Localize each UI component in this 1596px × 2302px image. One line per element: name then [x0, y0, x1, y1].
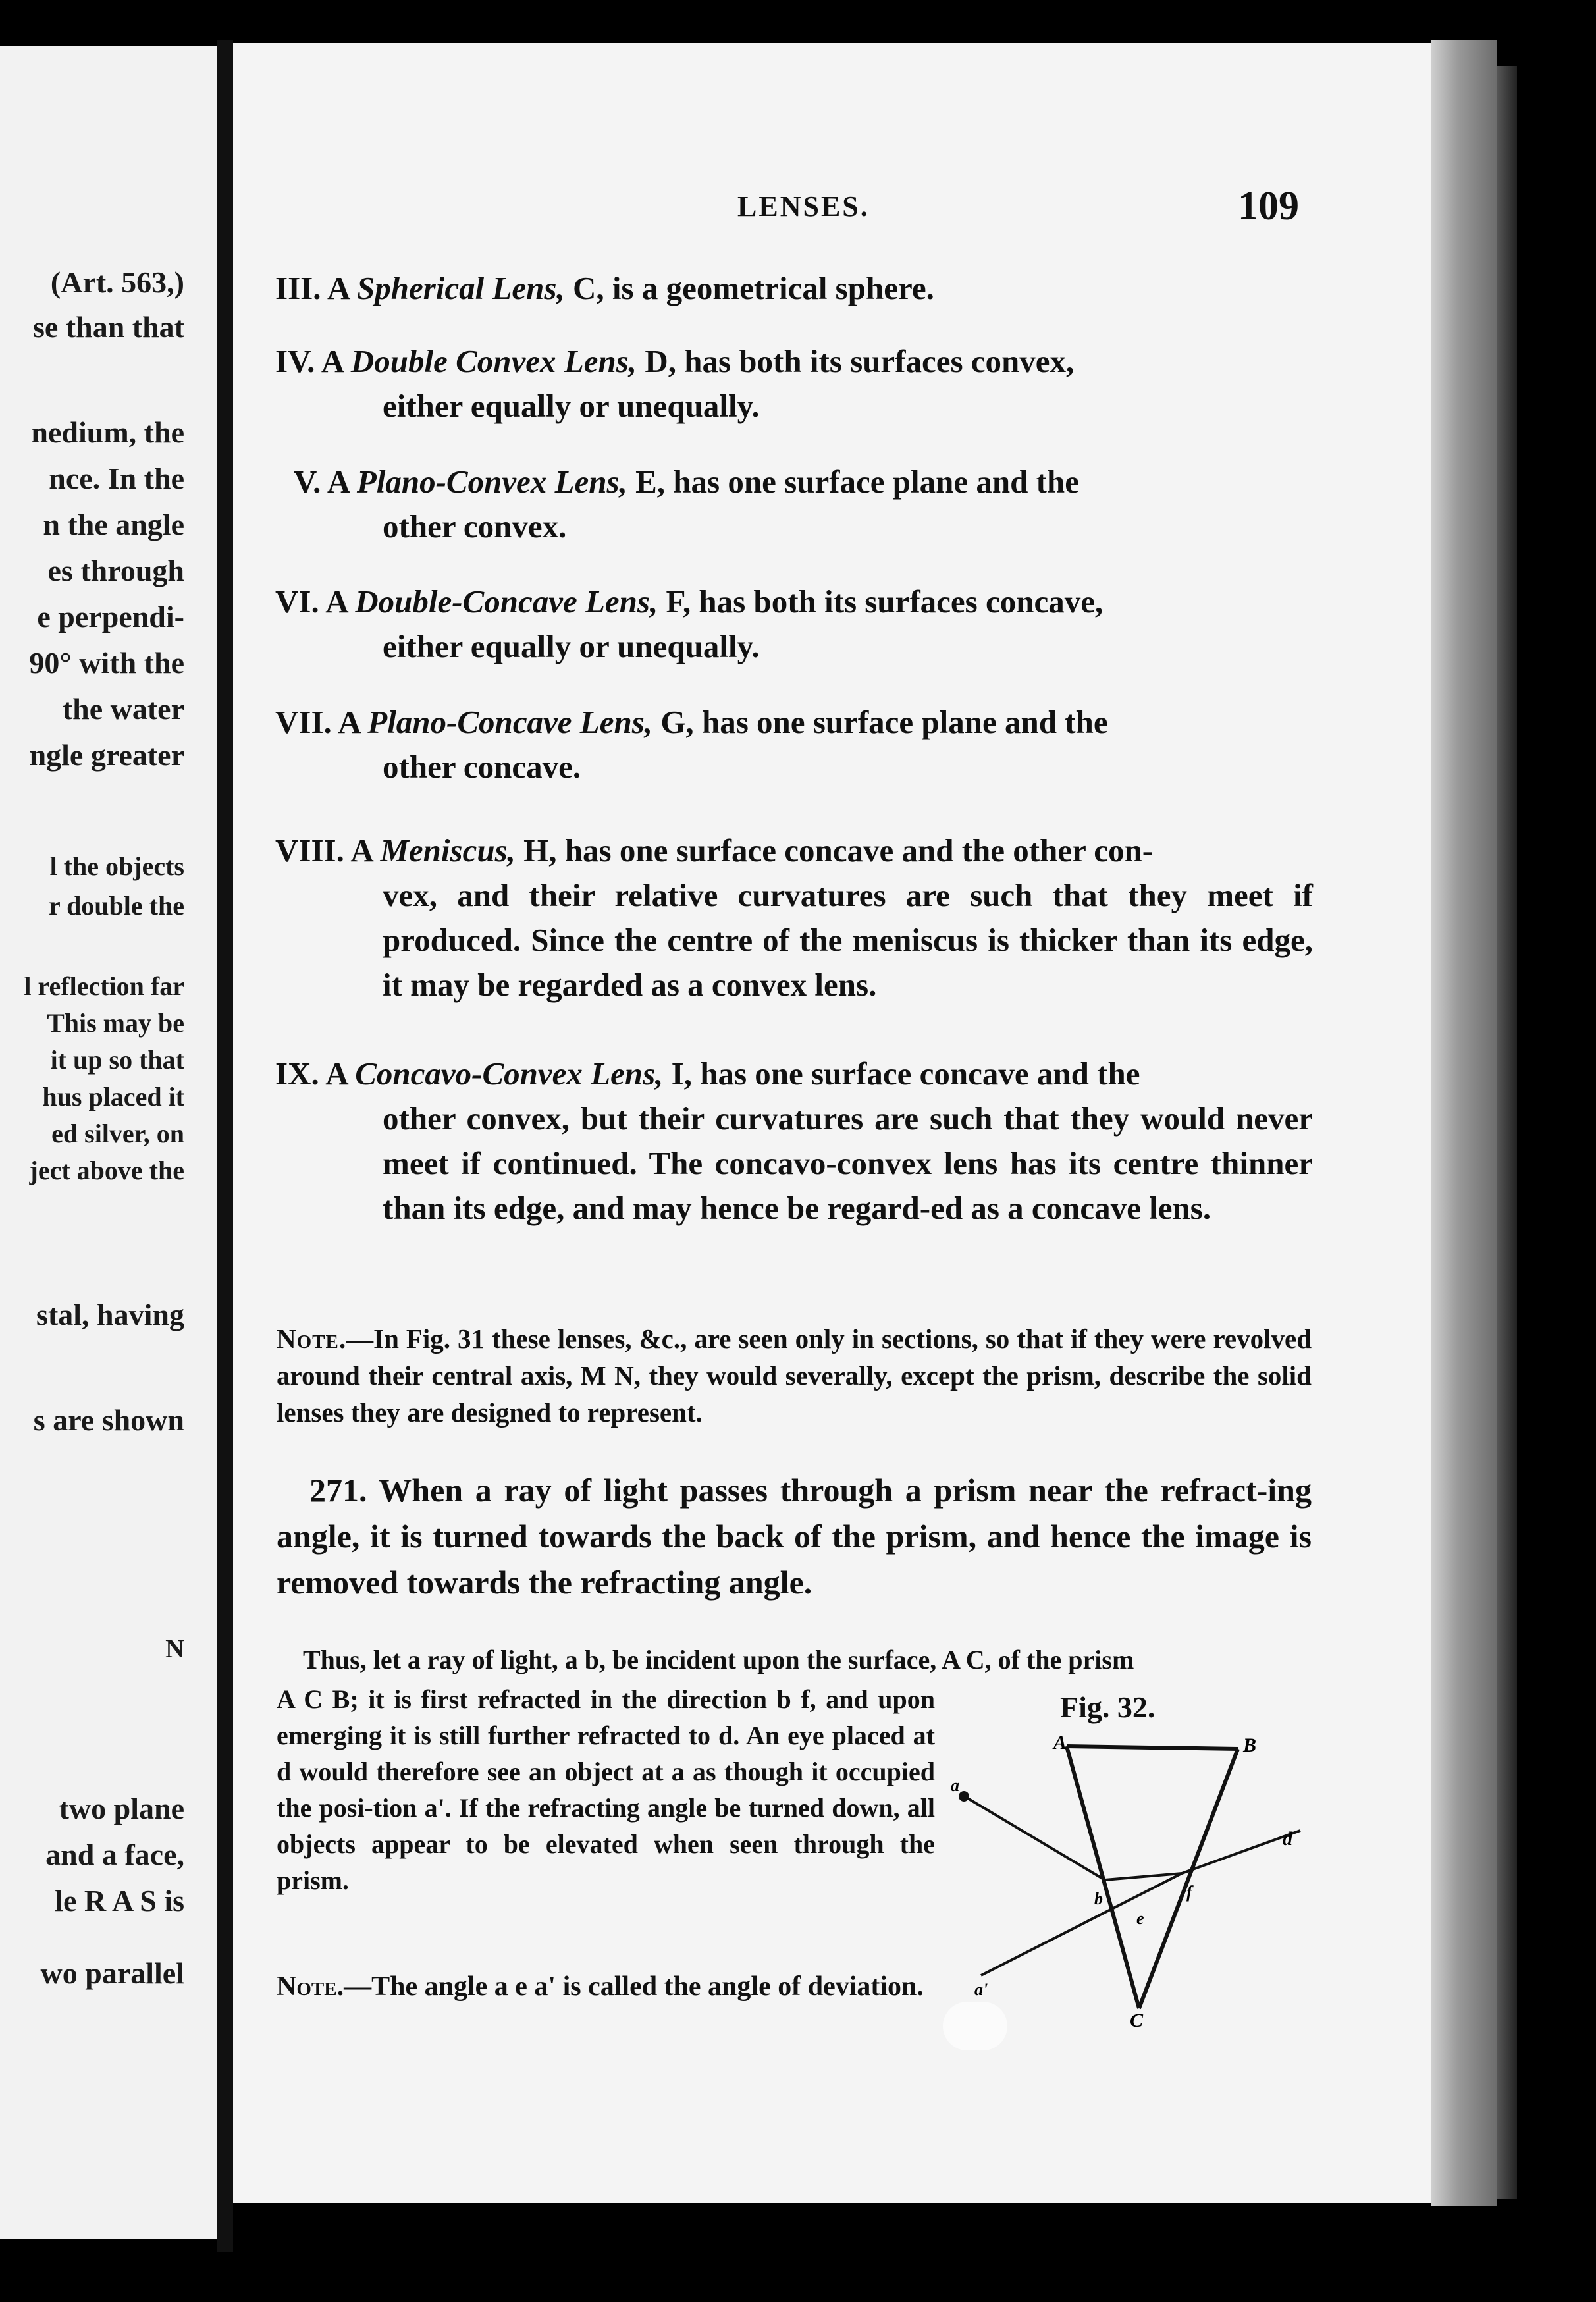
lens-definition-vii — [275, 700, 1313, 790]
left-page-text: and a face, — [45, 1838, 184, 1871]
item-term: Concavo-Convex Lens, — [355, 1056, 664, 1092]
item-text: has one surface concave and the — [691, 1056, 1140, 1092]
label-b: b — [1094, 1889, 1103, 1908]
paper-blemish — [943, 2002, 1007, 2050]
item-letter: F, — [658, 583, 691, 620]
left-page-text: r double the — [49, 891, 184, 921]
note-label: Note. — [277, 1971, 344, 2002]
item-continuation: either equally or unequally. — [383, 628, 760, 664]
item-text: has one surface plane and the — [665, 464, 1079, 500]
item-pre: A — [321, 464, 357, 500]
label-c-vertex: C — [1130, 2010, 1144, 2028]
page-number: 109 — [1238, 184, 1299, 228]
item-term: Double-Concave Lens, — [355, 583, 658, 620]
item-letter: C, — [564, 270, 604, 306]
lens-definition-iii — [275, 266, 1313, 311]
note-text: —In Fig. 31 these lenses, &c., are seen only in sections, so that if they were revolved around their central axis, M N, they would severally, except the prism, describe the solid lenses they are designed to represent. — [277, 1324, 1312, 1428]
label-a-prime: a' — [974, 1980, 988, 1999]
item-text: is a geometrical sphere. — [604, 270, 934, 306]
item-number: V. — [294, 464, 321, 500]
item-letter: E, — [627, 464, 666, 500]
left-page-text: se than that — [32, 310, 184, 344]
left-page-text: hus placed it — [42, 1082, 184, 1111]
item-pre: A — [321, 270, 357, 306]
left-page-text: nedium, the — [31, 415, 184, 449]
prism-diagram — [948, 1725, 1317, 2028]
object-point — [959, 1791, 969, 1802]
item-term: Double Convex Lens, — [350, 343, 637, 379]
label-d: d — [1283, 1828, 1292, 1850]
lens-definition-v — [294, 460, 1313, 549]
left-page-text: it up so that — [50, 1045, 184, 1075]
item-pre: A — [315, 343, 351, 379]
label-b-vertex: B — [1243, 1734, 1257, 1756]
prism-side-ab — [1067, 1746, 1238, 1749]
book-spine — [217, 40, 233, 2252]
label-e: e — [1136, 1909, 1144, 1928]
item-continuation: other convex. — [383, 508, 567, 545]
prism-side-bc — [1139, 1749, 1238, 2008]
item-text: has one surface plane and the — [693, 704, 1108, 740]
prism-explanation: A C B; it is first refracted in the direction b f, and upon emerging it is still further refracted to d. An eye placed at d would therefore see an object at a as though it occupied the posi-tion a'. If the refracting angle be turned down, all objects appear to be elevated when seen through the prism. — [277, 1684, 935, 1895]
left-page-text: l the objects — [49, 851, 184, 881]
figure-caption: Fig. 32. — [1060, 1690, 1156, 1724]
left-page-text: s are shown — [33, 1403, 184, 1437]
left-page-text: n the angle — [43, 508, 184, 541]
lens-definition-iv — [275, 339, 1313, 429]
item-continuation: vex, and their relative curvatures are such that they meet if produced. Since the centre of the meniscus is thicker than its edge, it may be regarded as a convex lens. — [383, 877, 1313, 1003]
item-continuation: either equally or unequally. — [383, 388, 760, 424]
left-page-text: two plane — [59, 1792, 184, 1825]
left-page-text: N — [165, 1634, 184, 1663]
label-f: f — [1186, 1883, 1192, 1902]
left-page-text: ngle greater — [29, 738, 184, 772]
left-page-text: ject above the — [29, 1156, 184, 1185]
item-continuation: other convex, but their curvatures are such that they would never meet if continued. The concavo-convex lens has its centre thinner than its edge, and may hence be regard-ed as a concave lens. — [383, 1100, 1313, 1226]
note-fig-31 — [277, 1320, 1312, 1431]
left-page-text: (Art. 563,) — [50, 265, 184, 299]
paragraph-number: 271. — [309, 1472, 367, 1509]
left-page-text: 90° with the — [29, 646, 184, 680]
apparent-ray — [981, 1873, 1182, 1975]
item-pre: A — [319, 1056, 356, 1092]
note-text: —The angle a e a' is called the angle of deviation. — [344, 1971, 924, 2002]
item-term: Plano-Convex Lens, — [356, 464, 627, 500]
item-number: III. — [275, 270, 321, 306]
note-label: Note. — [277, 1324, 347, 1354]
item-term: Meniscus, — [380, 832, 516, 869]
item-text: has both its surfaces convex, — [676, 343, 1075, 379]
left-page-text: wo parallel — [40, 1956, 184, 1990]
prism-explanation-first-line: Thus, let a ray of light, a b, be incident upon the surface, A C, of the prism — [303, 1645, 1134, 1674]
item-text: has one surface concave and the other con- — [556, 832, 1154, 869]
item-pre: A — [331, 704, 368, 740]
item-term: Plano-Concave Lens, — [367, 704, 653, 740]
left-page-text: l reflection far — [24, 971, 184, 1001]
item-number: VI. — [275, 583, 319, 620]
left-page-text: nce. In the — [49, 462, 184, 495]
lens-definition-vi — [275, 579, 1313, 669]
left-page — [0, 46, 217, 2239]
item-letter: H, — [515, 832, 557, 869]
left-page-text: e perpendi- — [37, 600, 184, 633]
left-page-text: stal, having — [36, 1298, 184, 1331]
running-header: LENSES. — [737, 190, 870, 223]
note-angle-of-deviation — [277, 1967, 935, 2006]
item-number: IX. — [275, 1056, 319, 1092]
item-number: IV. — [275, 343, 315, 379]
lens-definition-viii — [275, 828, 1313, 1007]
page-edge-shadow — [1431, 40, 1497, 2206]
item-letter: I, — [663, 1056, 692, 1092]
paragraph-text: When a ray of light passes through a prism near the refract-ing angle, it is turned towards the back of the prism, and hence the image is removed towards the refracting angle. — [277, 1472, 1312, 1601]
left-page-text: ed silver, on — [51, 1119, 184, 1148]
item-term: Spherical Lens, — [356, 270, 565, 306]
page-edge-dark — [1497, 66, 1517, 2199]
label-a: a — [951, 1776, 959, 1795]
item-letter: G, — [652, 704, 694, 740]
item-text: has both its surfaces concave, — [691, 583, 1104, 620]
left-page-text: the water — [62, 692, 184, 726]
label-a-vertex: A — [1053, 1732, 1067, 1753]
lens-definition-ix — [275, 1052, 1313, 1231]
left-page-text: es through — [47, 554, 184, 587]
item-letter: D, — [637, 343, 676, 379]
item-number: VIII. — [275, 832, 344, 869]
left-page-text: This may be — [47, 1008, 184, 1038]
paragraph-271 — [277, 1467, 1312, 1605]
item-pre: A — [344, 832, 381, 869]
item-pre: A — [319, 583, 356, 620]
left-page-text: le R A S is — [55, 1884, 184, 1917]
item-number: VII. — [275, 704, 332, 740]
item-continuation: other concave. — [383, 749, 581, 785]
